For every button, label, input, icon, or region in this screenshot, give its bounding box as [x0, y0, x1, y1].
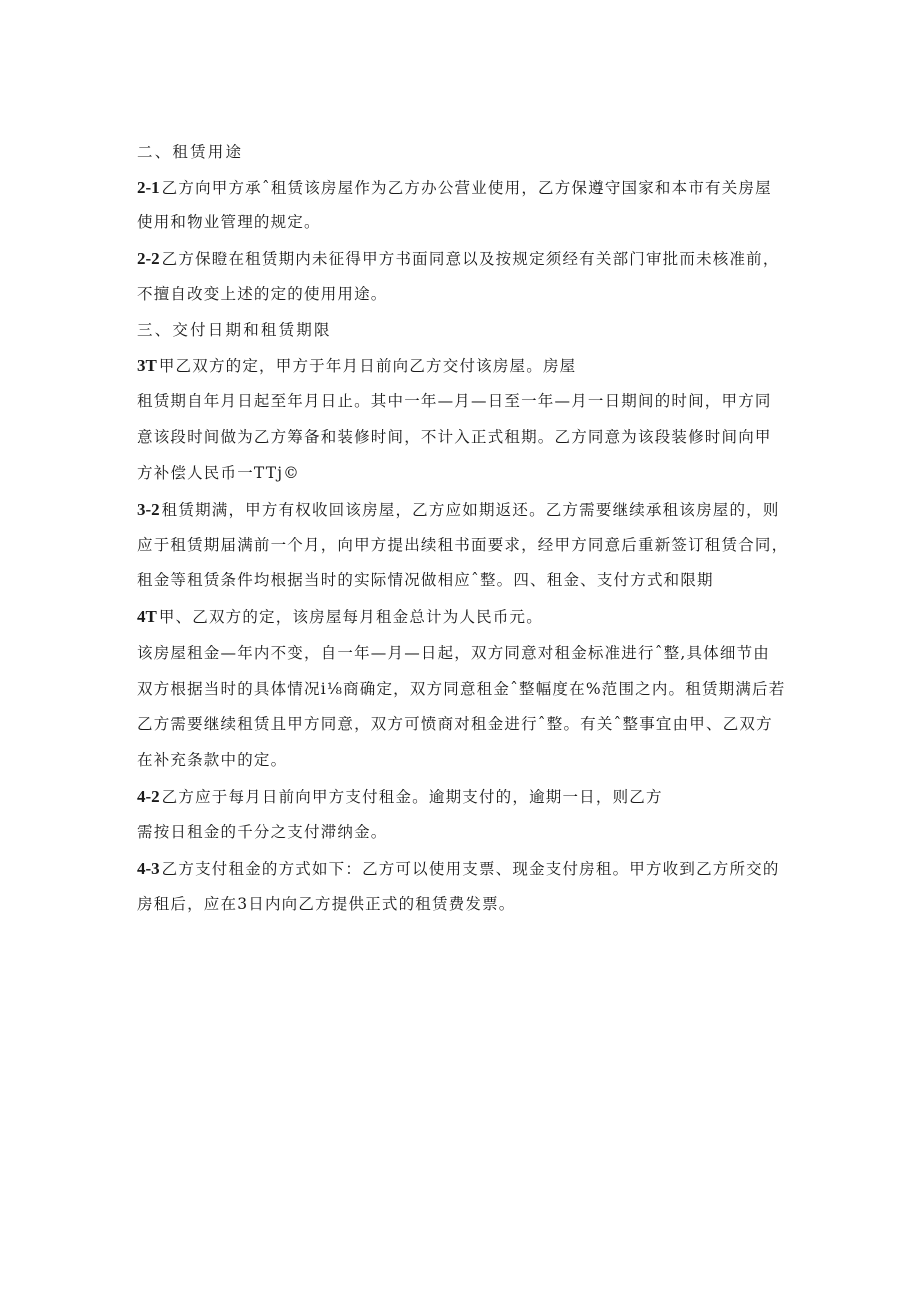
clause-4-1-line-3	[137, 679, 785, 699]
clause-2-2-line-1	[137, 249, 780, 269]
line-text: 甲、乙双方的定，该房屋每月租金总计为人民币元。	[158, 608, 543, 626]
clause-4-1-line-4	[137, 714, 773, 734]
clause-3-2-line-1	[137, 500, 780, 520]
line-text: 不擅自改变上述的定的使用用途。	[137, 285, 388, 303]
line-text: 双方根据当时的具体情况i⅛商确定，双方同意租金ˆ整幅度在%范围之内。租赁期满后若	[137, 680, 786, 698]
clause-4-1-line-1	[137, 607, 543, 627]
clause-4-2-line-1	[137, 787, 663, 807]
line-text: 租金等租赁条件均根据当时的实际情况做相应ˆ整。四、租金、支付方式和限期	[137, 571, 714, 589]
clause-4-1-line-2	[137, 643, 770, 663]
line-text: 乙方需要继续租赁且甲方同意，双方可愤商对租金进行ˆ整。有关ˆ整事宜由甲、乙双方	[137, 715, 773, 733]
line-text: 甲乙双方的定，甲方于年月日前向乙方交付该房屋。房屋	[158, 357, 577, 375]
clause-number: 2-2	[137, 249, 160, 268]
line-text: 需按日租金的千分之支付滞纳金。	[137, 823, 388, 841]
clause-4-3-line-2	[137, 894, 515, 914]
clause-3-2-line-3	[137, 570, 714, 590]
line-text: 乙方保瞪在租赁期内未征得甲方书面同意以及按规定须经有关部门审批而未核准前，	[161, 250, 780, 268]
line-text: 使用和物业管理的规定。	[137, 213, 321, 231]
line-text: 乙方支付租金的方式如下：乙方可以使用支票、现金支付房租。甲方收到乙方所交的	[161, 860, 780, 878]
clause-number: 4-3	[137, 859, 160, 878]
line-text: 三、交付日期和租赁期限	[137, 321, 332, 339]
clause-number: 3T	[137, 356, 157, 375]
line-text: 租赁期自年月日起至年月日止。其中一年—月—日至一年—月一日期间的时间，甲方同	[137, 392, 772, 410]
clause-4-3-line-1	[137, 859, 780, 879]
clause-4-1-line-5	[137, 750, 287, 770]
clause-2-1-line-2	[137, 212, 321, 232]
clause-4-2-line-2	[137, 822, 388, 842]
clause-3-2-line-2	[137, 535, 788, 555]
clause-number: 2-1	[137, 178, 160, 197]
line-text: 方补偿人民币一TTj©	[137, 464, 300, 482]
clause-number: 4T	[137, 607, 157, 626]
clause-3-1-line-4	[137, 463, 300, 483]
clause-3-1-line-2	[137, 391, 772, 411]
section-heading-lease-purpose	[137, 142, 243, 162]
clause-number: 4-2	[137, 787, 160, 806]
clause-2-1-line-1	[137, 178, 772, 198]
clause-3-1-line-3	[137, 427, 772, 447]
line-text: 乙方向甲方承ˆ租赁该房屋作为乙方办公营业使用，乙方保遵守国家和本市有关房屋	[161, 179, 772, 197]
line-text: 租赁期满，甲方有权收回该房屋，乙方应如期返还。乙方需要继续承租该房屋的，则	[161, 501, 780, 519]
clause-2-2-line-2	[137, 284, 388, 304]
line-text: 该房屋租金—年内不变，自一年—月—日起，双方同意对租金标准进行ˆ整,具体细节由	[137, 644, 770, 662]
line-text: 房租后，应在3日内向乙方提供正式的租赁费发票。	[137, 895, 516, 913]
clause-number: 3-2	[137, 500, 160, 519]
line-text: 意该段时间做为乙方筹备和装修时间，不计入正式租期。乙方同意为该段装修时间向甲	[137, 428, 772, 446]
line-text: 应于租赁期届满前一个月，向甲方提出续租书面要求，经甲方同意后重新签订租赁合同，	[137, 536, 789, 554]
line-text: 二、租赁用途	[137, 143, 244, 161]
section-heading-delivery-term	[137, 320, 332, 340]
clause-3-1-line-1	[137, 356, 576, 376]
line-text: 在补充条款中的定。	[137, 751, 288, 769]
line-text: 乙方应于每月日前向甲方支付租金。逾期支付的，逾期一日，则乙方	[161, 788, 663, 806]
